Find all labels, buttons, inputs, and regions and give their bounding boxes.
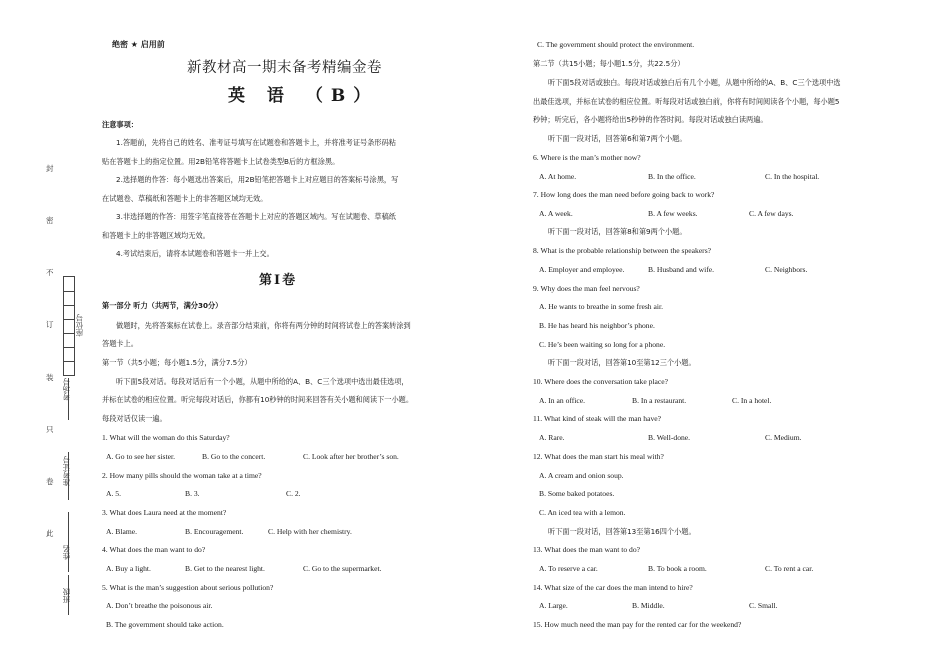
note-line: 在试题卷、草稿纸和答题卡上的非答题区域均无效。 xyxy=(102,194,268,203)
q9-option-a: A. He wants to breathe in some fresh air. xyxy=(539,302,663,311)
question-13: 13. What does the man want to do? xyxy=(533,545,640,554)
exam-series-title: 新教材高一期末备考精编金卷 xyxy=(187,60,382,76)
section1-desc: 听下面5段对话。每段对话后有一个小题，从题中所给的A、B、C三个选项中选出最佳选项， xyxy=(116,377,409,386)
question-1: 1. What will the woman do this Saturday? xyxy=(102,433,230,442)
binding-char: 只 xyxy=(46,425,54,434)
binding-char: 卷 xyxy=(46,477,54,486)
section1-desc: 每段对话仅读一遍。 xyxy=(102,414,167,423)
q5-option-b: B. The government should take action. xyxy=(106,620,224,629)
q3-option-c: C. Help with her chemistry. xyxy=(268,527,352,536)
question-11: 11. What kind of steak will the man have? xyxy=(533,414,662,423)
exam-room-label: 考场号 xyxy=(62,378,71,401)
q5-option-a: A. Don’t breathe the poisonous air. xyxy=(106,601,213,610)
q2-option-c: C. 2. xyxy=(286,489,301,498)
q1-option-b: B. Go to the concert. xyxy=(202,452,266,461)
q11-option-b: B. Well-done. xyxy=(648,433,691,442)
question-12: 12. What does the man start his meal with? xyxy=(533,452,664,461)
dialog-instruction: 听下面一段对话，回答第6和第7两个小题。 xyxy=(548,134,687,143)
q11-option-c: C. Medium. xyxy=(765,433,802,442)
q11-option-a: A. Rare. xyxy=(539,433,565,442)
volume-heading: 第Ⅰ卷 xyxy=(259,273,298,288)
question-6: 6. Where is the man’s mother now? xyxy=(533,153,641,162)
q7-option-b: B. A few weeks. xyxy=(648,209,698,218)
q1-option-c: C. Look after her brother’s son. xyxy=(303,452,399,461)
q10-option-c: C. In a hotel. xyxy=(732,396,772,405)
q2-option-a: A. 5. xyxy=(106,489,121,498)
q6-option-a: A. At home. xyxy=(539,172,577,181)
section1-desc: 并标在试卷的相应位置。听完每段对话后，你都有10秒钟的时间来回答有关小题和阅读下一小题。 xyxy=(102,395,414,404)
note-line: 1.答题前，先将自己的姓名、准考证号填写在试题卷和答题卡上，并将准考证号条形码粘 xyxy=(116,138,396,147)
ticket-number-label: 准考证号 xyxy=(62,456,71,486)
question-14: 14. What size of the car does the man intend to hire? xyxy=(533,583,693,592)
section2-heading: 第二节（共15小题；每小题1.5分，共22.5分） xyxy=(533,59,685,68)
note-line: 2.选择题的作答：每小题选出答案后，用2B铅笔把答题卡上对应题目的答案标号涂黑，写 xyxy=(116,175,399,184)
q13-option-a: A. To reserve a car. xyxy=(539,564,598,573)
q12-option-c: C. An iced tea with a lemon. xyxy=(539,508,626,517)
dialog-instruction: 听下面一段对话，回答第8和第9两个小题。 xyxy=(548,227,687,236)
section2-desc: 出最佳选项，并标在试卷的相应位置。听每段对话或独白前，你将有时间阅读各个小题，每小题5 xyxy=(533,97,840,106)
q12-option-b: B. Some baked potatoes. xyxy=(539,489,615,498)
note-line: 贴在答题卡上的指定位置。用2B铅笔将答题卡上试卷类型B后的方框涂黑。 xyxy=(102,157,340,166)
binding-char: 密 xyxy=(46,216,54,225)
binding-char: 装 xyxy=(46,373,54,382)
part1-heading: 第一部分 听力（共两节，满分30分） xyxy=(102,301,223,310)
question-4: 4. What does the man want to do? xyxy=(102,545,206,554)
q8-option-b: B. Husband and wife. xyxy=(648,265,715,274)
q9-option-b: B. He has heard his neighbor’s phone. xyxy=(539,321,655,330)
q3-option-b: B. Encouragement. xyxy=(185,527,244,536)
q3-option-a: A. Blame. xyxy=(106,527,138,536)
q14-option-c: C. Small. xyxy=(749,601,778,610)
question-9: 9. Why does the man feel nervous? xyxy=(533,284,640,293)
binding-char: 不 xyxy=(46,268,54,277)
part1-intro: 做题时，先将答案标在试卷上。录音部分结束前，你将有两分钟的时间将试卷上的答案转涂到 xyxy=(116,321,411,330)
note-line: 和答题卡上的非答题区域均无效。 xyxy=(102,231,210,240)
q13-option-b: B. To book a room. xyxy=(648,564,707,573)
q12-option-a: A. A cream and onion soup. xyxy=(539,471,624,480)
q7-option-c: C. A few days. xyxy=(749,209,794,218)
section1-heading: 第一节（共5小题；每小题1.5分，满分7.5分） xyxy=(102,358,252,367)
section2-desc: 秒钟；听完后，各小题将给出5秒钟的作答时间。每段对话或独白读两遍。 xyxy=(533,115,768,124)
q8-option-c: C. Neighbors. xyxy=(765,265,808,274)
note-line: 4.考试结束后，请将本试题卷和答题卡一并上交。 xyxy=(116,249,274,258)
question-8: 8. What is the probable relationship between the speakers? xyxy=(533,246,712,255)
q8-option-a: A. Employer and employee. xyxy=(539,265,625,274)
q7-option-a: A. A week. xyxy=(539,209,573,218)
dialog-instruction: 听下面一段对话，回答第13至第16四个小题。 xyxy=(548,527,696,536)
q14-option-a: A. Large. xyxy=(539,601,568,610)
question-10: 10. Where does the conversation take place? xyxy=(533,377,669,386)
confidential-mark: 绝密 ★ 启用前 xyxy=(112,40,165,49)
q10-option-a: A. In an office. xyxy=(539,396,586,405)
question-15: 15. How much need the man pay for the rented car for the weekend? xyxy=(533,620,742,629)
notes-heading: 注意事项： xyxy=(102,120,138,129)
q4-option-a: A. Buy a light. xyxy=(106,564,151,573)
q4-option-c: C. Go to the supermarket. xyxy=(303,564,382,573)
question-7: 7. How long does the man need before going back to work? xyxy=(533,190,715,199)
q5-option-c: C. The government should protect the environment. xyxy=(537,40,695,49)
seat-number-label: 座位号 xyxy=(75,314,84,337)
note-line: 3.非选择题的作答：用签字笔直接答在答题卡上对应的答题区域内。写在试题卷、草稿纸 xyxy=(116,212,396,221)
class-label: 班级 xyxy=(62,588,71,603)
section2-desc: 听下面5段对话或独白。每段对话或独白后有几个小题，从题中所给的A、B、C三个选项中选 xyxy=(548,78,841,87)
q13-option-c: C. To rent a car. xyxy=(765,564,814,573)
q2-option-b: B. 3. xyxy=(185,489,200,498)
q6-option-b: B. In the office. xyxy=(648,172,696,181)
dialog-instruction: 听下面一段对话，回答第10至第12三个小题。 xyxy=(548,358,696,367)
question-2: 2. How many pills should the woman take at a time? xyxy=(102,471,262,480)
name-line xyxy=(68,512,69,572)
q6-option-c: C. In the hospital. xyxy=(765,172,820,181)
q4-option-b: B. Get to the nearest light. xyxy=(185,564,265,573)
q14-option-b: B. Middle. xyxy=(632,601,665,610)
q9-option-c: C. He’s been waiting so long for a phone. xyxy=(539,340,666,349)
question-3: 3. What does Laura need at the moment? xyxy=(102,508,227,517)
binding-char: 此 xyxy=(46,529,54,538)
binding-char: 封 xyxy=(46,164,54,173)
subject-title: 英 语 （B） xyxy=(228,86,379,106)
q1-option-a: A. Go to see her sister. xyxy=(106,452,175,461)
binding-char: 订 xyxy=(46,320,54,329)
part1-intro: 答题卡上。 xyxy=(102,339,138,348)
name-label: 姓名 xyxy=(62,545,71,560)
q10-option-b: B. In a restaurant. xyxy=(632,396,687,405)
question-5: 5. What is the man’s suggestion about serious pollution? xyxy=(102,583,274,592)
